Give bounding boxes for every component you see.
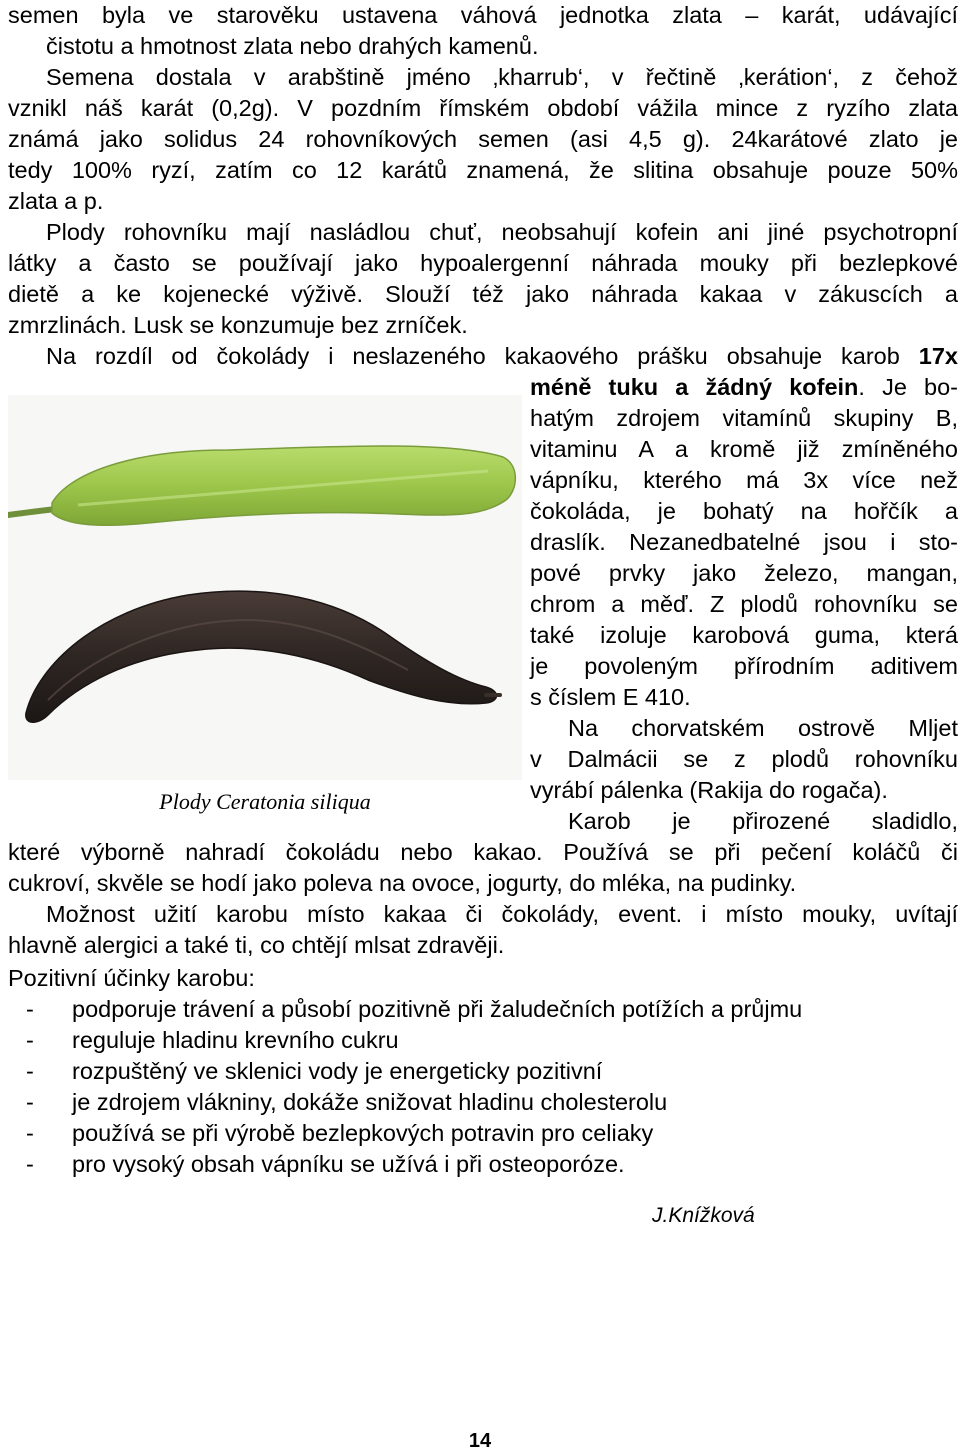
- list-bullet: -: [26, 1027, 34, 1053]
- text-line: Možnost užití karobu místo kakaa či čokolády, event. i místo mouky, uvítají: [46, 901, 958, 927]
- text-line: vyrábí pálenka (Rakija do rogača).: [530, 777, 888, 803]
- list-bullet: -: [26, 1089, 34, 1115]
- text-line: s číslem E 410.: [530, 684, 691, 710]
- figure-caption: Plody Ceratonia siliqua: [159, 789, 371, 814]
- text-line: také izoluje karobová guma, která: [530, 622, 958, 648]
- text-line: látky a často se používají jako hypoalergenní náhrada mouky při bezlepkové: [8, 250, 958, 276]
- list-bullet: -: [26, 1120, 34, 1146]
- bold-text: 17x: [918, 343, 958, 369]
- text-line: cukroví, skvěle se hodí jako poleva na ovoce, jogurty, do mléka, na pudinky.: [8, 870, 797, 896]
- text-line: hlavně alergici a také ti, co chtějí mlsat zdravěji.: [8, 932, 505, 958]
- text-line: Na chorvatském ostrově Mljet: [568, 715, 958, 741]
- text-line: vznikl náš karát (0,2g). V pozdním římském období vážila mince z ryzího zlata: [8, 95, 958, 121]
- page-number: 14: [468, 1430, 492, 1452]
- text-line: tedy 100% ryzí, zatím co 12 karátů znamená, že slitina obsahuje pouze 50%: [8, 157, 958, 183]
- text-line: semen byla ve starověku ustavena váhová jednotka zlata – karát, udávající: [8, 2, 958, 28]
- carob-pods-illustration: [8, 395, 522, 780]
- list-item-text: pro vysoký obsah vápníku se užívá i při osteoporóze.: [72, 1151, 625, 1177]
- green-carob-pod: [52, 446, 515, 525]
- text-line: čokoláda, je bohatý na hořčík a: [530, 498, 958, 524]
- list-item-text: používá se při výrobě bezlepkových potravin pro celiaky: [72, 1120, 654, 1146]
- bold-text: méně tuku a žádný kofein: [530, 374, 859, 400]
- list-bullet: -: [26, 1151, 34, 1177]
- list-bullet: -: [26, 996, 34, 1022]
- text-line: Karob je přirozené sladidlo,: [568, 808, 958, 834]
- text-line: je povoleným přírodním aditivem: [530, 653, 958, 679]
- text-line: čistotu a hmotnost zlata nebo drahých kamenů.: [46, 33, 539, 59]
- text-line: [530, 372, 958, 403]
- list-bullet: -: [26, 1058, 34, 1084]
- dark-carob-pod: [26, 591, 497, 722]
- green-pod-stem: [8, 509, 56, 515]
- text-line: pové prvky jako železo, mangan,: [530, 560, 958, 586]
- list-item-text: rozpuštěný ve sklenici vody je energeticky pozitivní: [72, 1058, 603, 1084]
- text-line: Semena dostala v arabštině jméno ‚kharrub‘, v řečtině ‚kerátion‘, z čehož: [46, 64, 958, 90]
- text-line: vitaminu A a kromě již zmíněného: [530, 436, 958, 462]
- text-line: chrom a měď. Z plodů rohovníku se: [530, 591, 958, 617]
- text-line: draslík. Nezanedbatelné jsou i sto-: [530, 529, 958, 555]
- benefits-heading: Pozitivní účinky karobu:: [8, 965, 255, 991]
- list-item-text: podporuje trávení a působí pozitivně při žaludečních potížích a průjmu: [72, 996, 803, 1022]
- list-item-text: reguluje hladinu krevního cukru: [72, 1027, 399, 1053]
- text-line: vápníku, kterého má 3x více než: [530, 467, 958, 493]
- list-item-text: je zdrojem vlákniny, dokáže snižovat hladinu cholesterolu: [72, 1089, 668, 1115]
- text-line: hatým zdrojem vitamínů skupiny B,: [530, 405, 958, 431]
- text-run: . Je bo-: [858, 374, 959, 400]
- text-line: zmrzlinách. Lusk se konzumuje bez zrníček.: [8, 312, 468, 338]
- text-run: Na rozdíl od čokolády i neslazeného kakaového prášku obsahuje karob: [46, 343, 919, 369]
- text-line: které výborně nahradí čokoládu nebo kakao. Používá se při pečení koláčů či: [8, 839, 958, 865]
- text-line: dietě a ke kojenecké výživě. Slouží též jako náhrada kakaa v zákuscích a: [8, 281, 958, 307]
- author-signature: J.Knížková: [652, 1204, 755, 1227]
- text-line: zlata a p.: [8, 188, 104, 214]
- text-line: Plody rohovníku mají nasládlou chuť, neobsahují kofein ani jiné psychotropní: [46, 219, 958, 245]
- text-line: známá jako solidus 24 rohovníkových semen (asi 4,5 g). 24karátové zlato je: [8, 126, 958, 152]
- text-line: v Dalmácii se z plodů rohovníku: [530, 746, 958, 772]
- text-line: [46, 341, 958, 372]
- carob-pods-photo: [8, 395, 522, 780]
